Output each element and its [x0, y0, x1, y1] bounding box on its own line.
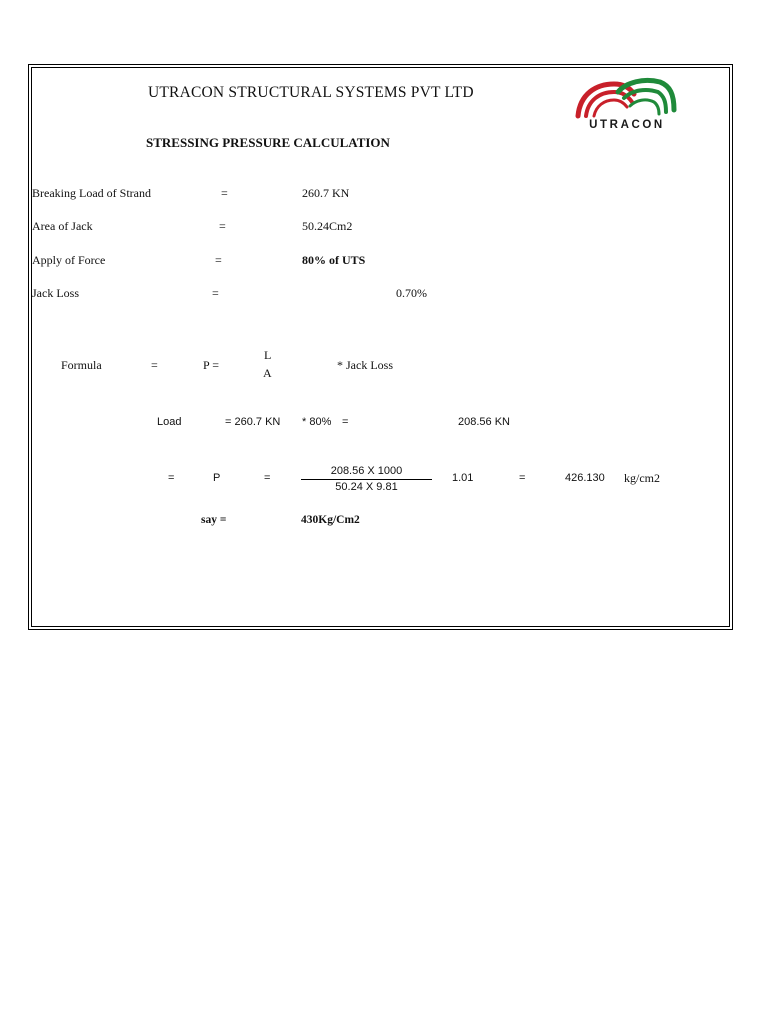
param-label: Breaking Load of Strand	[32, 186, 151, 200]
calc-result: 426.130	[565, 472, 605, 484]
calc-equals-3: =	[519, 472, 526, 484]
param-value: 80% of UTS	[302, 253, 366, 267]
load-value: = 260.7 KN	[225, 416, 281, 428]
formula-equals: =	[151, 358, 158, 372]
param-label: Area of Jack	[32, 219, 93, 233]
param-value: 50.24Cm2	[302, 219, 353, 233]
utracon-logo	[574, 76, 680, 134]
load-factor: * 80%	[302, 416, 332, 428]
sheet-border-inner	[31, 67, 730, 627]
calc-equals-2: =	[264, 472, 271, 484]
calc-unit: kg/cm2	[624, 471, 660, 485]
param-equals: =	[212, 286, 219, 300]
param-equals: =	[219, 219, 226, 233]
formula-label: Formula	[61, 358, 102, 372]
logo-arcs-icon	[574, 76, 680, 120]
calc-equals-1: =	[168, 472, 175, 484]
param-label: Jack Loss	[32, 286, 79, 300]
param-equals: =	[215, 253, 222, 267]
load-label: Load	[157, 416, 182, 428]
calc-numerator: 208.56 X 1000	[330, 465, 403, 477]
logo-text: UTRACON	[589, 119, 665, 131]
calc-denominator: 50.24 X 9.81	[335, 481, 398, 493]
formula-denominator: A	[263, 366, 272, 380]
calculation-title: STRESSING PRESSURE CALCULATION	[146, 135, 390, 150]
say-label: say =	[201, 514, 227, 526]
load-equals: =	[342, 416, 349, 428]
say-value: 430Kg/Cm2	[301, 514, 360, 526]
param-equals: =	[221, 186, 228, 200]
formula-suffix: * Jack Loss	[337, 358, 393, 372]
param-value: 0.70%	[396, 286, 427, 300]
formula-numerator: L	[264, 348, 272, 362]
param-value: 260.7 KN	[302, 186, 350, 200]
company-name: UTRACON STRUCTURAL SYSTEMS PVT LTD	[148, 84, 474, 101]
calc-factor: 1.01	[452, 472, 474, 484]
param-label: Apply of Force	[32, 253, 106, 267]
formula-p-equals: P =	[203, 358, 219, 372]
calc-p: P	[213, 472, 221, 484]
load-result: 208.56 KN	[458, 416, 510, 428]
